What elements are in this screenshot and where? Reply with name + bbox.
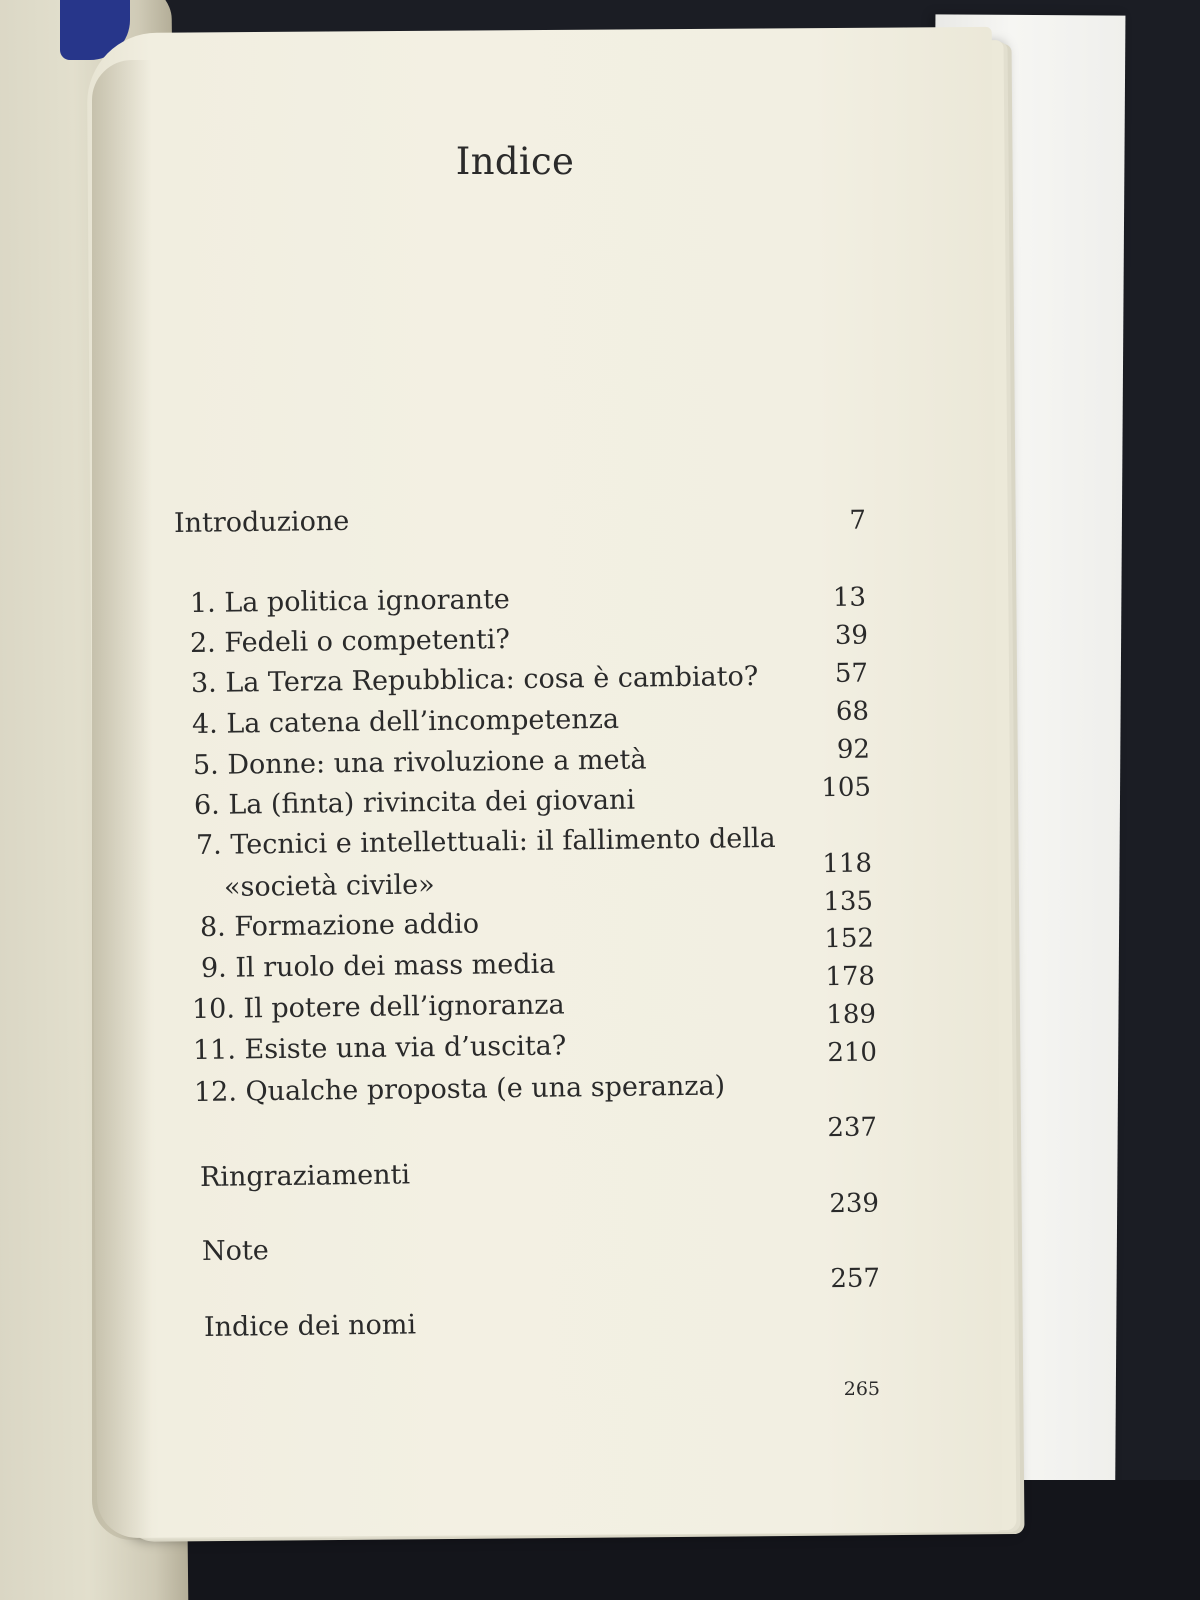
toc-entry-introduction: Introduzione: [173, 505, 350, 539]
toc-entry-chapter-10: 10. Il potere dell’ignoranza: [191, 989, 565, 1025]
toc-entry-chapter-11: 11. Esiste una via d’uscita?: [192, 1030, 567, 1066]
toc-entry-chapter-2: 2. Fedeli o competenti?: [189, 624, 511, 659]
toc-entry-chapter-5: 5. Donne: una rivoluzione a metà: [192, 744, 647, 781]
toc-page-chapter-1: 13: [832, 582, 867, 613]
toc-entry-chapter-7: 7. Tecnici e intellettuali: il fallimento della: [195, 822, 776, 861]
toc-page-indice-dei-nomi: 257: [830, 1263, 881, 1295]
toc-page-chapter-7: 118: [822, 848, 873, 880]
toc-page-introduction: 7: [849, 505, 867, 536]
toc-page-chapter-12: 210: [827, 1037, 878, 1069]
toc-entry-chapter-8: 8. Formazione addio: [199, 908, 480, 943]
toc-entry-indice-dei-nomi: Indice dei nomi: [203, 1309, 417, 1343]
toc-entry-chapter-3: 3. La Terza Repubblica: cosa è cambiato?: [190, 661, 759, 699]
toc-entry-ringraziamenti: Ringraziamenti: [199, 1159, 411, 1193]
page-number: 265: [843, 1378, 880, 1400]
toc-page-ringraziamenti: 237: [827, 1112, 878, 1144]
page-title: Indice: [455, 140, 575, 183]
toc-page-chapter-4: 68: [835, 696, 870, 727]
toc-page-chapter-11: 189: [826, 999, 877, 1031]
toc-entry-chapter-6: 6. La (finta) rivincita dei giovani: [193, 784, 636, 821]
toc-page-chapter-2: 39: [834, 620, 869, 651]
toc-entry-chapter-4: 4. La catena dell’incompetenza: [191, 703, 620, 740]
page-gutter: [92, 60, 152, 1540]
toc-entry-note: Note: [201, 1235, 269, 1267]
toc-page-note: 239: [829, 1188, 880, 1220]
toc-entry-chapter-7-cont: «società civile»: [223, 869, 435, 903]
toc-entry-chapter-12: 12. Qualche proposta (e una speranza): [193, 1070, 726, 1108]
toc-entry-chapter-1: 1. La politica ignorante: [189, 584, 511, 619]
toc-page-chapter-6: 105: [821, 772, 872, 804]
toc-page-chapter-5: 92: [836, 734, 871, 765]
toc-page-chapter-3: 57: [834, 658, 869, 689]
toc-page-chapter-10: 178: [825, 961, 876, 993]
toc-page-chapter-8: 135: [823, 886, 874, 918]
toc-entry-chapter-9: 9. Il ruolo dei mass media: [200, 948, 556, 984]
toc-page-chapter-9: 152: [824, 923, 875, 955]
